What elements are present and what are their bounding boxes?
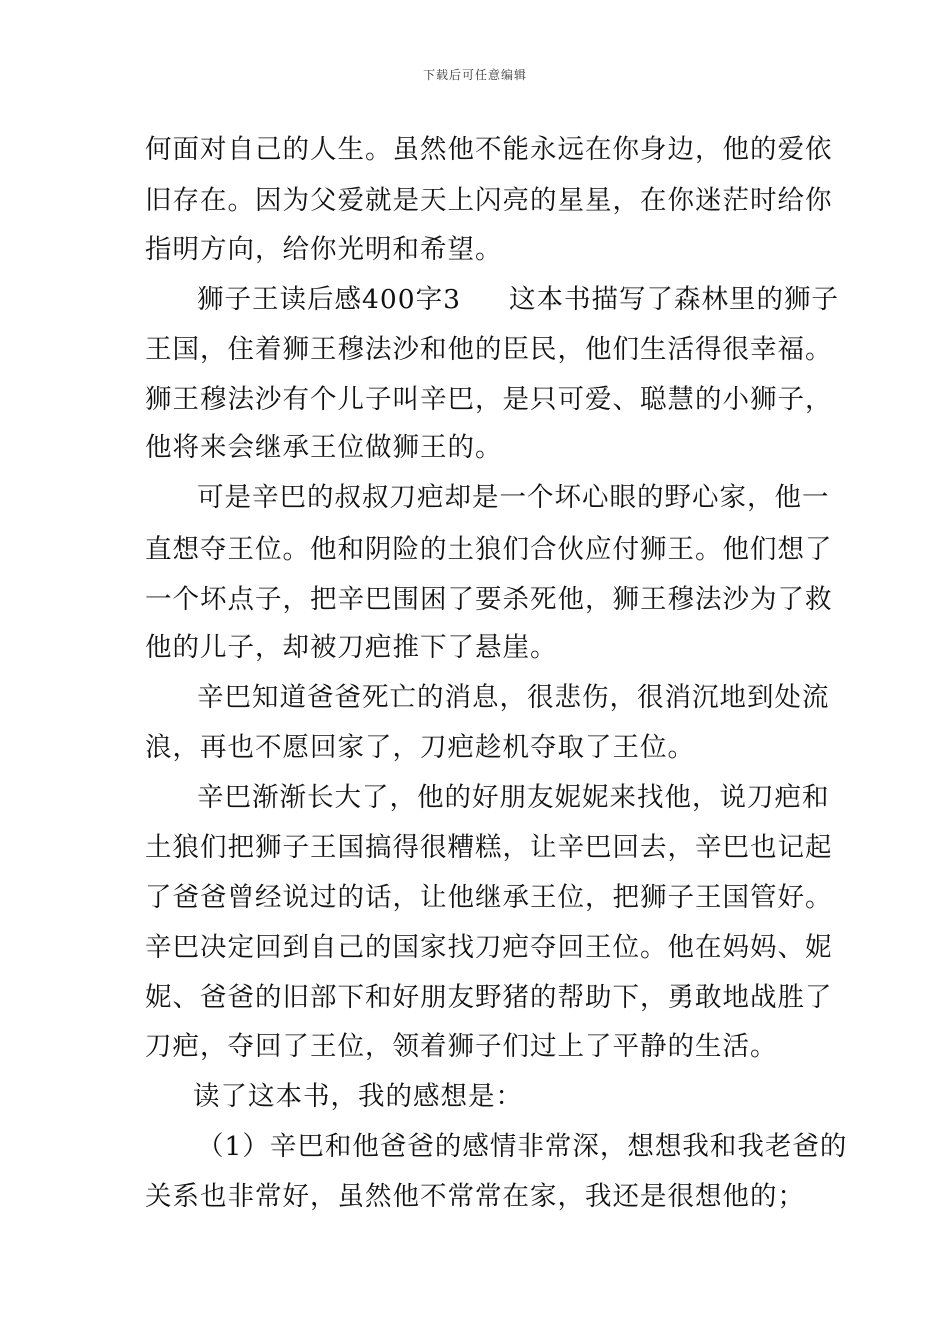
paragraph-first-line: 辛巴知道爸爸死亡的消息，很悲伤，很消沉地到处流 [197, 682, 830, 713]
section-title: 狮子王读后感400字3 [197, 284, 461, 315]
text-line: 了爸爸曾经说过的话，让他继承王位，把狮子王国管好。 [145, 882, 833, 913]
text-line: 妮、爸爸的旧部下和好朋友野猪的帮助下，勇敢地战胜了 [145, 982, 833, 1013]
text-line: 刀疤，夺回了王位，领着狮子们过上了平静的生活。 [145, 1031, 778, 1062]
text-line: 旧存在。因为父爱就是天上闪亮的星星，在你迷茫时给你 [145, 185, 833, 216]
text-line: 指明方向，给你光明和希望。 [145, 234, 503, 265]
paragraph-first-line: 读了这本书，我的感想是： [193, 1081, 523, 1112]
section-title-line [197, 280, 862, 320]
text-line: 他将来会继承王位做狮王的。 [145, 432, 503, 463]
text-line: 何面对自己的人生。虽然他不能永远在你身边，他的爱依 [145, 134, 833, 165]
text-line: 他的儿子，却被刀疤推下了悬崖。 [145, 632, 558, 663]
paragraph-first-line: 辛巴渐渐长大了，他的好朋友妮妮来找他，说刀疤和 [197, 782, 830, 813]
list-item-first-line: （1）辛巴和他爸爸的感情非常深，想想我和我老爸的 [197, 1131, 848, 1162]
text-line: 王国，住着狮王穆法沙和他的臣民，他们生活得很幸福。 [145, 334, 833, 365]
text-line: 关系也非常好，虽然他不常常在家，我还是很想他的； [145, 1181, 805, 1212]
page-header: 下载后可任意编辑 [422, 68, 527, 82]
paragraph-first-line: 可是辛巴的叔叔刀疤却是一个坏心眼的野心家，他一 [197, 482, 830, 513]
text-line: 一个坏点子，把辛巴围困了要杀死他，狮王穆法沙为了救 [145, 584, 833, 615]
text-segment: 这本书描写了森林里的狮子 [508, 284, 839, 315]
text-line: 狮王穆法沙有个儿子叫辛巴，是只可爱、聪慧的小狮子， [145, 384, 833, 415]
text-line: 辛巴决定回到自己的国家找刀疤夺回王位。他在妈妈、妮 [145, 932, 833, 963]
text-line: 土狼们把狮子王国搞得很糟糕，让辛巴回去，辛巴也记起 [145, 832, 833, 863]
text-line: 浪，再也不愿回家了，刀疤趁机夺取了王位。 [145, 732, 695, 763]
text-line: 直想夺王位。他和阴险的土狼们合伙应付狮王。他们想了 [145, 534, 833, 565]
